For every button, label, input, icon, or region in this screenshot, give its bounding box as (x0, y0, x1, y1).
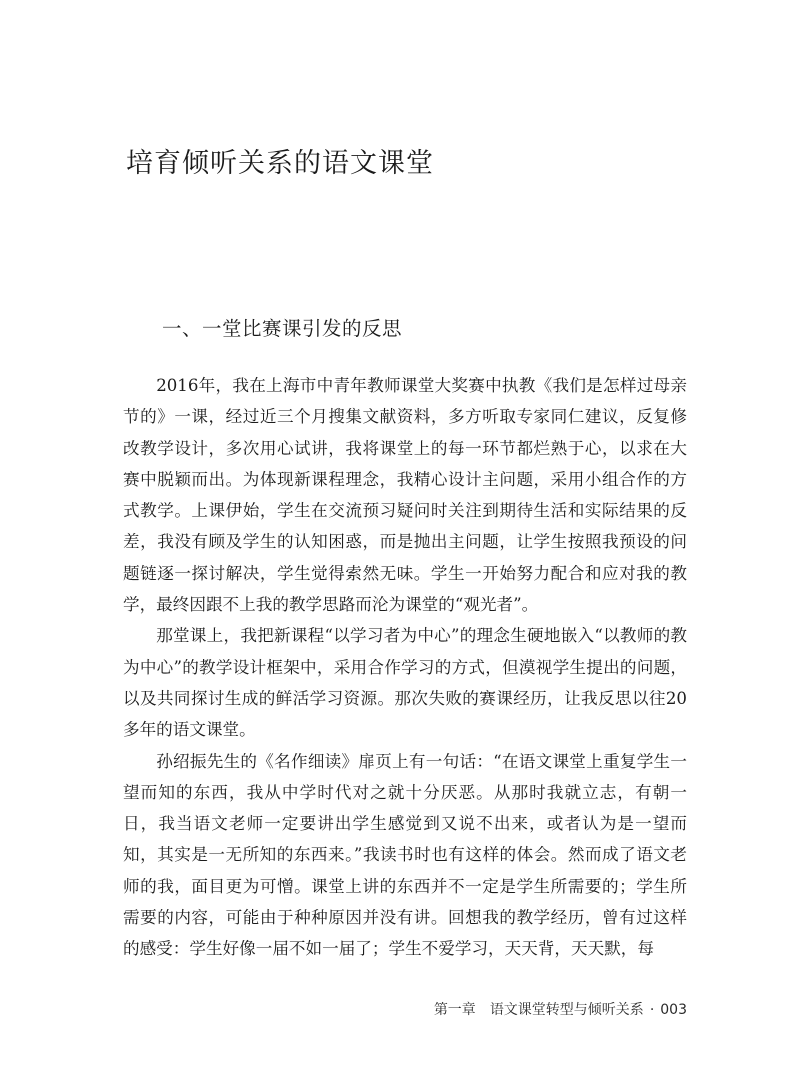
body-text (123, 370, 687, 965)
running-footer (400, 1000, 687, 1020)
footer-chapter: 第一章 (433, 1002, 476, 1018)
paragraph-1: 2016年，我在上海市中青年教师课堂大奖赛中执教《我们是怎样过母亲节的》一课，经过近三个月搜集文献资料，多方听取专家同仁建议，反复修改教学设计，多次用心试讲，我将课堂上的每一环节都烂熟于心，以求在大赛中脱颖而出。为体现新课程理念，我精心设计主问题，采用小组合作的方式教学。上课伊始，学生在交流预习疑问时关注到期待生活和实际结果的反差，我没有顾及学生的认知困惑，而是抛出主问题，让学生按照我预设的问题链逐一探讨解决，学生觉得索然无味。学生一开始努力配合和应对我的教学，最终因跟不上我的教学思路而沦为课堂的“观光者”。 (123, 376, 687, 615)
page-number: 003 (660, 1002, 687, 1018)
paragraph-2: 那堂课上，我把新课程“以学习者为中心”的理念生硬地嵌入“以教师的教为中心”的教学设计框架中，采用合作学习的方式，但漠视学生提出的问题，以及共同探讨生成的鲜活学习资源。那次失败的赛课经历，让我反思以往20多年的语文课堂。 (123, 626, 687, 740)
chapter-title: 培育倾听关系的语文课堂 (126, 148, 434, 179)
section-heading: 一、一堂比赛课引发的反思 (162, 317, 403, 340)
footer-chapter-name: 语文课堂转型与倾听关系 (489, 1002, 644, 1018)
paragraph-3: 孙绍振先生的《名作细读》扉页上有一句话：“在语文课堂上重复学生一望而知的东西，我从中学时代对之就十分厌恶。从那时我就立志，有朝一日，我当语文老师一定要讲出学生感觉到又说不出来，或者认为是一望而知，其实是一无所知的东西来。”我读书时也有这样的体会。然而成了语文老师的我，面目更为可憎。课堂上讲的东西并不一定是学生所需要的；学生所需要的内容，可能由于种种原因并没有讲。回想我的教学经历，曾有过这样的感受：学生好像一届不如一届了；学生不爱学习，天天背，天天默，每 (123, 751, 687, 959)
footer-separator: · (649, 1002, 655, 1018)
